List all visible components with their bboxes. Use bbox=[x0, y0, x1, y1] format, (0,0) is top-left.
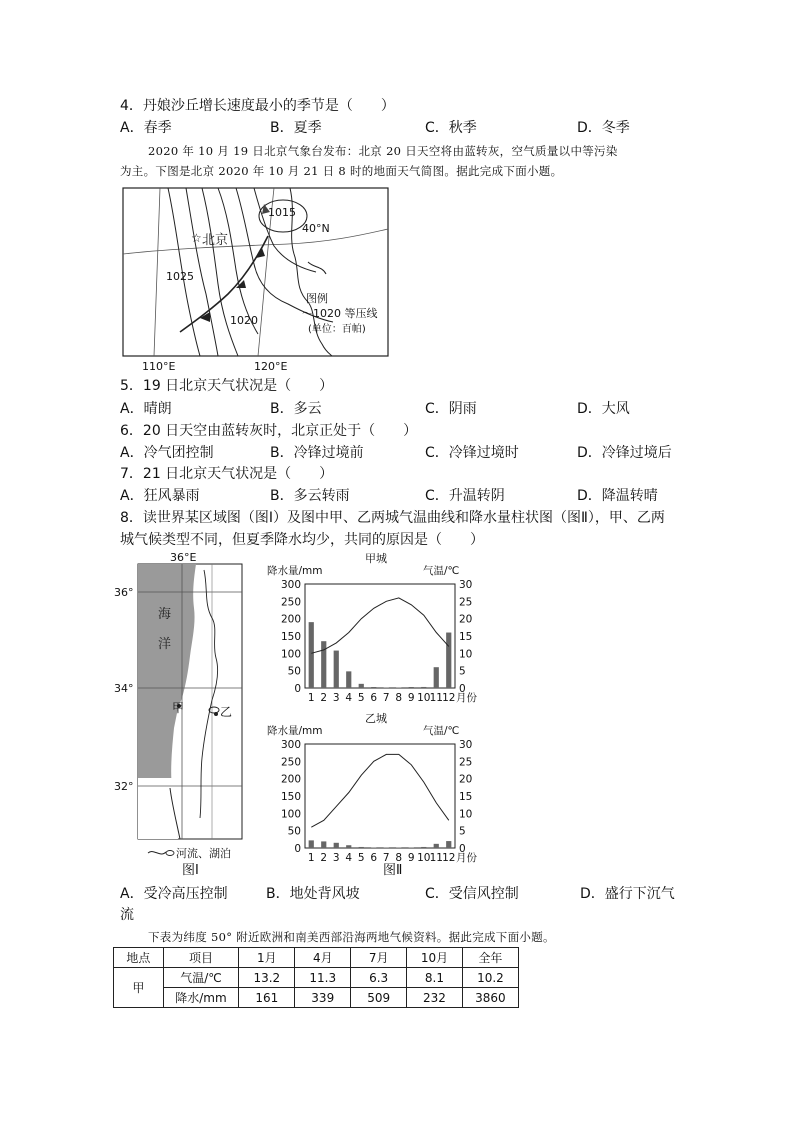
q4-option-a[interactable]: A．春季 bbox=[120, 120, 172, 136]
x-axis-label: 月份 bbox=[456, 852, 477, 864]
x-tick-label: 5 bbox=[357, 692, 365, 704]
q5-option-c[interactable]: C．阴雨 bbox=[425, 401, 477, 417]
city-yi-label: 乙 bbox=[220, 705, 233, 719]
isobar-label-1020: 1020 bbox=[230, 314, 258, 327]
y2-tick-label: 5 bbox=[459, 665, 466, 678]
lon-label-110e: 110°E bbox=[142, 360, 176, 373]
lat-label-32: 32° bbox=[114, 780, 134, 793]
table-header-cell: 7月 bbox=[351, 948, 407, 968]
x-tick-label: 8 bbox=[395, 692, 403, 704]
q4-option-b[interactable]: B．夏季 bbox=[270, 120, 322, 136]
table-row bbox=[114, 968, 519, 988]
y-tick-label: 50 bbox=[287, 825, 301, 838]
y-tick-label: 300 bbox=[280, 579, 301, 591]
precipitation-bar bbox=[434, 844, 439, 848]
figure-2-caption: 图Ⅱ bbox=[383, 863, 403, 878]
table-cell: 10.2 bbox=[462, 968, 518, 988]
y-tick-label: 250 bbox=[280, 756, 301, 769]
city-jia-label: 甲 bbox=[172, 701, 185, 715]
table-cell: 161 bbox=[239, 988, 295, 1008]
temperature-line bbox=[311, 598, 449, 653]
table-item-cell: 降水/mm bbox=[163, 988, 239, 1008]
table-cell: 339 bbox=[295, 988, 351, 1008]
y2-tick-label: 30 bbox=[459, 579, 473, 591]
y2-tick-label: 10 bbox=[459, 808, 473, 821]
x-tick-label: 12 bbox=[442, 692, 456, 704]
precipitation-bar bbox=[309, 622, 314, 688]
q5-option-d[interactable]: D．大风 bbox=[577, 401, 630, 417]
q7-option-c[interactable]: C．升温转阴 bbox=[425, 488, 505, 504]
intro-table: 下表为纬度 50° 附近欧洲和南美西部沿海两地气候资料。据此完成下面小题。 bbox=[148, 930, 555, 944]
table-cell: 13.2 bbox=[239, 968, 295, 988]
y-axis-label: 降水量/mm bbox=[267, 725, 323, 737]
q7-option-b[interactable]: B．多云转雨 bbox=[270, 488, 350, 504]
y-tick-label: 300 bbox=[280, 739, 301, 751]
precipitation-bar bbox=[409, 848, 414, 849]
y2-axis-label: 气温/℃ bbox=[423, 565, 460, 577]
river-legend-icon bbox=[148, 852, 166, 854]
y2-tick-label: 20 bbox=[459, 613, 473, 626]
sea-label-2: 洋 bbox=[158, 637, 172, 652]
x-tick-label: 3 bbox=[332, 852, 340, 864]
x-tick-label: 6 bbox=[370, 692, 378, 704]
precipitation-bar bbox=[346, 671, 351, 688]
precipitation-bar bbox=[359, 684, 364, 688]
precipitation-bar bbox=[334, 651, 339, 688]
table-cell: 8.1 bbox=[407, 968, 463, 988]
y-tick-label: 200 bbox=[280, 613, 301, 626]
q6-option-c[interactable]: C．冷锋过境时 bbox=[425, 445, 519, 461]
y2-tick-label: 20 bbox=[459, 773, 473, 786]
lake-legend-icon bbox=[166, 851, 174, 856]
y2-tick-label: 25 bbox=[459, 596, 473, 609]
isobar-label-1015: 1015 bbox=[268, 206, 296, 219]
legend-isobar: ～1020 等压线 bbox=[302, 307, 378, 320]
q8-stem-line1: 8．读世界某区域图（图Ⅰ）及图中甲、乙两城气温曲线和降水量柱状图（图Ⅱ），甲、乙两 bbox=[120, 510, 665, 526]
land-south bbox=[138, 778, 178, 839]
precipitation-bar bbox=[309, 840, 314, 848]
table-header-cell: 1月 bbox=[239, 948, 295, 968]
x-tick-label: 1 bbox=[307, 692, 315, 704]
precipitation-bar bbox=[371, 687, 376, 688]
lon-label-36e: 36°E bbox=[170, 551, 197, 564]
coastline bbox=[308, 262, 326, 274]
y2-tick-label: 5 bbox=[459, 825, 466, 838]
q4-option-c[interactable]: C．秋季 bbox=[425, 120, 477, 136]
y2-tick-label: 30 bbox=[459, 739, 473, 751]
river bbox=[200, 700, 212, 818]
x-tick-label: 12 bbox=[442, 852, 456, 864]
q8-stem-line2: 城气候类型不同，但夏季降水均少，共同的原因是（ ） bbox=[120, 532, 484, 548]
q8-option-d-wrap: 流 bbox=[120, 907, 134, 923]
longitude-110e-line bbox=[154, 188, 160, 356]
table-cell: 509 bbox=[351, 988, 407, 1008]
x-tick-label: 11 bbox=[429, 852, 443, 864]
y-tick-label: 250 bbox=[280, 596, 301, 609]
city-yi-dot bbox=[214, 712, 218, 716]
precipitation-bar bbox=[334, 843, 339, 848]
temperature-line bbox=[311, 754, 449, 827]
y-tick-label: 200 bbox=[280, 773, 301, 786]
table-cell: 6.3 bbox=[351, 968, 407, 988]
table-place-cell: 甲 bbox=[114, 968, 164, 1008]
precipitation-bar bbox=[371, 848, 376, 849]
q8-option-a[interactable]: A．受冷高压控制 bbox=[120, 886, 228, 902]
precipitation-bar bbox=[434, 667, 439, 688]
sea-label-1: 海 bbox=[158, 607, 172, 622]
beijing-star-icon: ☆ bbox=[191, 231, 202, 245]
precipitation-bar bbox=[321, 841, 326, 848]
x-tick-label: 2 bbox=[320, 852, 328, 864]
x-tick-label: 7 bbox=[382, 852, 390, 864]
q8-option-b[interactable]: B．地处背风坡 bbox=[266, 886, 360, 902]
isobar-label-1025: 1025 bbox=[166, 270, 194, 283]
isobar-line bbox=[202, 188, 238, 356]
x-tick-label: 7 bbox=[382, 692, 390, 704]
y-axis-label: 降水量/mm bbox=[267, 565, 323, 577]
y-tick-label: 100 bbox=[280, 648, 301, 661]
y2-tick-label: 15 bbox=[459, 791, 473, 803]
lat-label-34: 34° bbox=[114, 682, 134, 695]
y-tick-label: 150 bbox=[280, 791, 301, 803]
y2-tick-label: 15 bbox=[459, 631, 473, 643]
precipitation-bar bbox=[396, 848, 401, 849]
table-cell: 3860 bbox=[462, 988, 518, 1008]
table-header-cell: 10月 bbox=[407, 948, 463, 968]
lake bbox=[209, 707, 219, 713]
y2-tick-label: 0 bbox=[459, 683, 466, 695]
precipitation-bar bbox=[384, 848, 389, 849]
x-tick-label: 5 bbox=[357, 852, 365, 864]
precipitation-bar bbox=[346, 845, 351, 848]
q4-stem: 4．丹娘沙丘增长速度最小的季节是（ ） bbox=[120, 98, 395, 114]
x-tick-label: 4 bbox=[345, 692, 353, 704]
precipitation-bar bbox=[359, 847, 364, 848]
precipitation-bar bbox=[446, 841, 451, 848]
intro-weather-line1: 2020 年 10 月 19 日北京气象台发布：北京 20 日天空将由蓝转灰，空气质量以中等污染 bbox=[148, 144, 618, 158]
x-tick-label: 11 bbox=[429, 692, 443, 704]
latitude-40n-line bbox=[123, 229, 388, 254]
precipitation-bar bbox=[421, 847, 426, 848]
x-tick-label: 4 bbox=[345, 852, 353, 864]
table-cell: 11.3 bbox=[295, 968, 351, 988]
precipitation-bar bbox=[384, 688, 389, 689]
y-tick-label: 50 bbox=[287, 665, 301, 678]
x-tick-label: 10 bbox=[417, 692, 431, 704]
q5-option-a[interactable]: A．晴朗 bbox=[120, 401, 172, 417]
x-tick-label: 10 bbox=[417, 852, 431, 864]
y-tick-label: 100 bbox=[280, 808, 301, 821]
y-tick-label: 150 bbox=[280, 631, 301, 643]
weather-map bbox=[118, 184, 418, 374]
beijing-label: 北京 bbox=[202, 233, 229, 248]
region-map bbox=[112, 548, 252, 878]
table-cell: 232 bbox=[407, 988, 463, 1008]
x-tick-label: 3 bbox=[332, 692, 340, 704]
legend-unit: (单位：百帕) bbox=[308, 324, 366, 335]
table-header-cell: 项目 bbox=[163, 948, 239, 968]
y-tick-label: 0 bbox=[294, 843, 301, 855]
x-tick-label: 6 bbox=[370, 852, 378, 864]
q5-option-b[interactable]: B．多云 bbox=[270, 401, 322, 417]
x-axis-label: 月份 bbox=[456, 692, 477, 704]
y2-tick-label: 10 bbox=[459, 648, 473, 661]
y-tick-label: 0 bbox=[294, 683, 301, 695]
intro-weather-line2: 为主。下图是北京 2020 年 10 月 21 日 8 时的地面天气简图。据此完成下面小题。 bbox=[120, 164, 563, 178]
table-header-row bbox=[114, 948, 519, 968]
chart-title: 乙城 bbox=[365, 712, 387, 725]
lon-label-120e: 120°E bbox=[254, 360, 288, 373]
figure-1-caption: 图Ⅰ bbox=[182, 863, 199, 878]
climate-chart-jia bbox=[267, 552, 477, 704]
x-tick-label: 2 bbox=[320, 692, 328, 704]
x-tick-label: 9 bbox=[407, 692, 415, 704]
table-header-cell: 4月 bbox=[295, 948, 351, 968]
y2-tick-label: 0 bbox=[459, 843, 466, 855]
q4-option-d[interactable]: D．冬季 bbox=[577, 120, 630, 136]
lat-label-40n: 40°N bbox=[302, 222, 330, 235]
x-tick-label: 1 bbox=[307, 852, 315, 864]
x-tick-label: 9 bbox=[407, 852, 415, 864]
table-header-cell: 全年 bbox=[462, 948, 518, 968]
precipitation-bar bbox=[321, 641, 326, 688]
region-map-legend: 河流、湖泊 bbox=[176, 847, 231, 860]
q8-option-d[interactable]: D．盛行下沉气 bbox=[580, 886, 675, 902]
lat-label-36: 36° bbox=[114, 586, 134, 599]
y2-axis-label: 气温/℃ bbox=[423, 725, 460, 737]
plot-frame bbox=[305, 584, 455, 688]
river bbox=[204, 570, 218, 700]
precipitation-bar bbox=[421, 687, 426, 688]
x-tick-label: 8 bbox=[395, 852, 403, 864]
q6-stem: 6．20 日天空由蓝转灰时，北京正处于（ ） bbox=[120, 423, 418, 439]
legend-title: 图例 bbox=[306, 292, 328, 305]
climate-chart-yi bbox=[267, 712, 477, 864]
q5-stem: 5．19 日北京天气状况是（ ） bbox=[120, 378, 334, 394]
chart-title: 甲城 bbox=[365, 552, 387, 565]
climate-charts bbox=[265, 548, 495, 878]
q6-option-b[interactable]: B．冷锋过境前 bbox=[270, 445, 364, 461]
precipitation-bar bbox=[409, 687, 414, 688]
q6-option-d[interactable]: D．冷锋过境后 bbox=[577, 445, 672, 461]
table-row bbox=[114, 988, 519, 1008]
q8-option-c[interactable]: C．受信风控制 bbox=[425, 886, 519, 902]
q7-stem: 7．21 日北京天气状况是（ ） bbox=[120, 466, 334, 482]
climate-table bbox=[113, 947, 519, 1008]
precipitation-bar bbox=[446, 633, 451, 688]
q6-option-a[interactable]: A．冷气团控制 bbox=[120, 445, 214, 461]
q7-option-a[interactable]: A．狂风暴雨 bbox=[120, 488, 200, 504]
q7-option-d[interactable]: D．降温转晴 bbox=[577, 488, 658, 504]
precipitation-bar bbox=[396, 688, 401, 689]
table-item-cell: 气温/℃ bbox=[163, 968, 239, 988]
table-header-cell: 地点 bbox=[114, 948, 164, 968]
y2-tick-label: 25 bbox=[459, 756, 473, 769]
